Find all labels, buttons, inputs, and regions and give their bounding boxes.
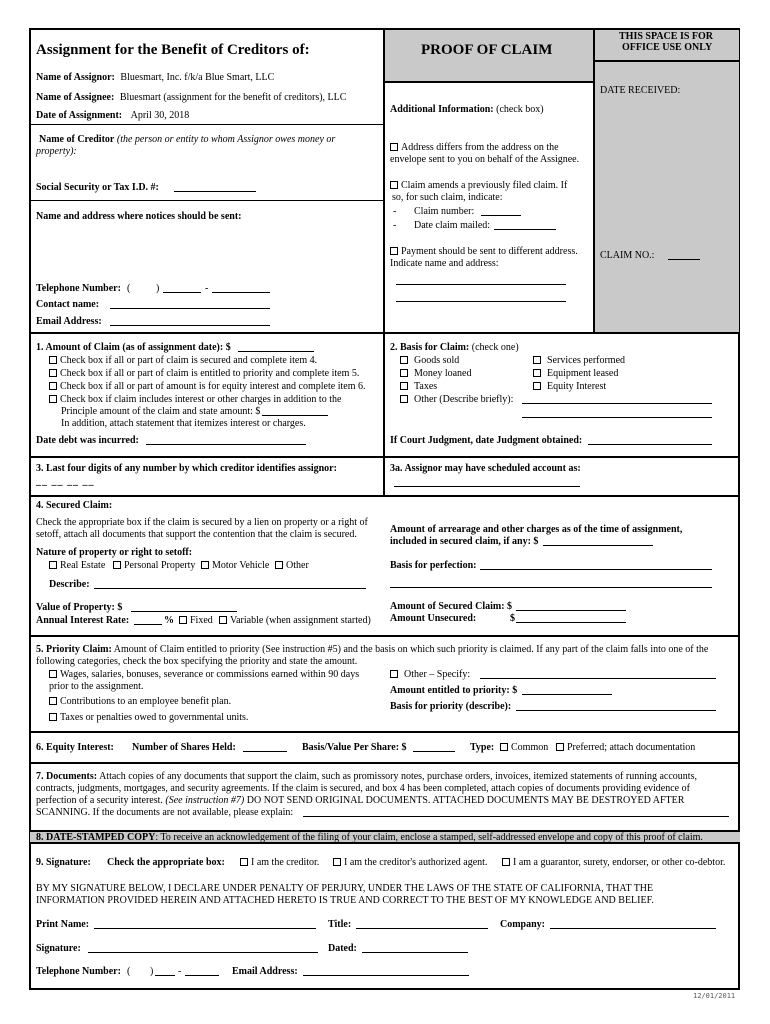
other-basis-label: Other (Describe briefly):	[414, 394, 514, 405]
tax-penalties-checkbox[interactable]	[49, 713, 57, 721]
office-use-box	[594, 30, 739, 332]
divider-office-use	[594, 60, 739, 62]
equity-check-option[interactable]	[49, 381, 365, 392]
other-priority-label: Other – Specify:	[404, 669, 471, 680]
personal-property-label: Personal Property	[124, 560, 196, 571]
section7-text-3b: (See instruction #7)	[165, 795, 245, 806]
common-option[interactable]	[500, 742, 548, 753]
divider-assignor	[30, 124, 384, 125]
judgment-label: If Court Judgment, date Judgment obtained:	[390, 435, 583, 446]
address-differs-label-2: envelope sent to you on behalf of the Assignee.	[390, 154, 580, 165]
common-label: Common	[511, 742, 549, 753]
unsecured-amount-label: Amount Unsecured:	[390, 613, 477, 624]
print-name-field[interactable]	[94, 928, 316, 929]
priority-checkbox[interactable]	[49, 369, 57, 377]
section8-text: : To receive an acknowledgement of the filing of your claim, enclose a stamped, self-addressed envelope and copy of this proof of claim.	[155, 832, 703, 843]
date-mailed-field[interactable]	[494, 229, 556, 230]
real-estate-option[interactable]	[49, 560, 105, 571]
authorized-agent-option[interactable]	[333, 857, 487, 868]
secured-check-option[interactable]	[49, 355, 317, 366]
email-label: Email Address:	[36, 316, 102, 327]
notice-address-label: Name and address where notices should be sent:	[36, 211, 242, 222]
sig-email-field[interactable]	[303, 975, 469, 976]
equity-check-label: Check box if all or part of amount is for equity interest and complete item 6.	[60, 381, 366, 392]
claim-number-label: Claim number:	[414, 206, 475, 217]
assignee-row	[36, 92, 346, 103]
divider-header-left	[383, 30, 385, 332]
address-differs-option[interactable]	[390, 142, 559, 153]
phone-line-field[interactable]	[212, 292, 270, 293]
motor-vehicle-checkbox[interactable]	[201, 561, 209, 569]
payment-address-checkbox[interactable]	[390, 247, 398, 255]
priority-basis-field[interactable]	[516, 710, 716, 711]
other-property-option[interactable]	[275, 560, 309, 571]
payment-address-line-2[interactable]	[396, 301, 566, 302]
motor-vehicle-option[interactable]	[201, 560, 269, 571]
other-property-checkbox[interactable]	[275, 561, 283, 569]
priority-check-option[interactable]	[49, 368, 359, 379]
dated-field[interactable]	[362, 952, 468, 953]
other-priority-checkbox[interactable]	[390, 670, 398, 678]
title-field[interactable]	[356, 928, 488, 929]
guarantor-option[interactable]	[502, 857, 725, 868]
appropriate-box-label: Check the appropriate box:	[107, 857, 225, 868]
section7-text-3c: DO NOT SEND ORIGINAL DOCUMENTS. ATTACHED DOCUMENTS MAY BE DESTROYED AFTER	[246, 795, 685, 806]
tax-penalties-option[interactable]	[49, 712, 248, 723]
date-mailed-dash: -	[393, 220, 397, 231]
claim-no-field	[668, 259, 700, 260]
section5-desc-1: Amount of Claim entitled to priority (See instruction #5) and the basis on which such priority is claimed. If any part of the claim falls into one of the	[113, 644, 709, 655]
preferred-checkbox[interactable]	[556, 743, 564, 751]
section7-line-1	[36, 771, 697, 782]
services-option[interactable]	[533, 355, 625, 366]
divider-section-3	[30, 456, 740, 458]
equipment-label: Equipment leased	[547, 368, 619, 379]
payment-address-option[interactable]	[390, 246, 578, 257]
address-differs-checkbox[interactable]	[390, 143, 398, 151]
money-loaned-checkbox[interactable]	[400, 369, 408, 377]
secured-amount-label: Amount of Secured Claim: $	[390, 601, 513, 612]
divider-section-5	[30, 635, 740, 637]
assignor-row	[36, 72, 274, 83]
taxes-option[interactable]	[400, 381, 437, 392]
sig-phone-paren-open: (	[127, 966, 131, 977]
section1-title: 1. Amount of Claim (as of assignment date): $	[36, 342, 231, 353]
secured-check-label: Check box if all or part of claim is secured and complete item 4.	[60, 355, 318, 366]
judgment-date-field[interactable]	[588, 444, 712, 445]
principle-amount-label: Principle amount of the claim and state amount: $	[61, 406, 261, 417]
describe-field[interactable]	[94, 588, 366, 589]
wages-checkbox[interactable]	[49, 670, 57, 678]
priority-amount-field[interactable]	[522, 694, 612, 695]
preferred-label: Preferred; attach documentation	[567, 742, 696, 753]
fixed-rate-option[interactable]	[179, 615, 213, 626]
equity-checkbox[interactable]	[49, 382, 57, 390]
personal-property-option[interactable]	[113, 560, 195, 571]
wages-option[interactable]	[49, 669, 359, 680]
authorized-agent-checkbox[interactable]	[333, 858, 341, 866]
creditor-name-row	[39, 134, 335, 145]
section5-line-1	[36, 644, 708, 655]
declaration-2: INFORMATION PROVIDED HEREIN AND ATTACHED HERETO IS TRUE AND CORRECT TO THE BEST OF MY KNOWLEDGE AND BELIEF.	[36, 895, 654, 906]
section5-desc-2: following categories, check the box specifying the priority and state the amount.	[36, 656, 358, 667]
interest-rate-field[interactable]	[134, 624, 162, 625]
section4-title: 4. Secured Claim:	[36, 500, 113, 511]
equity-interest-label: Equity Interest	[547, 381, 607, 392]
other-property-label: Other	[286, 560, 309, 571]
unsecured-amount-field[interactable]	[516, 622, 626, 623]
assignee-label: Name of Assignee:	[36, 92, 115, 103]
phone-label: Telephone Number:	[36, 283, 121, 294]
section2-title-hint: (check one)	[471, 342, 519, 353]
sig-phone-dash: -	[178, 966, 182, 977]
dated-label: Dated:	[328, 943, 357, 954]
documents-explain-field[interactable]	[303, 816, 729, 817]
other-basis-field[interactable]	[522, 403, 712, 404]
secured-checkbox[interactable]	[49, 356, 57, 364]
percent-sign: %	[164, 615, 174, 626]
real-estate-checkbox[interactable]	[49, 561, 57, 569]
assignment-date-value: April 30, 2018	[130, 110, 190, 121]
claim-amends-option[interactable]	[390, 180, 567, 191]
claim-no-label: CLAIM NO.:	[600, 250, 655, 261]
interest-rate-label: Annual Interest Rate:	[36, 615, 130, 626]
sig-phone-paren-close: )	[150, 966, 154, 977]
services-checkbox[interactable]	[533, 356, 541, 364]
phone-paren-open: (	[127, 283, 131, 294]
section7-text-2: contracts, judgments, mortgages, and security agreements. If the claim is secured, and box 4 has been completed, attach copies of documents providing evidence of	[36, 783, 690, 794]
address-differs-label: Address differs from the address on the	[401, 142, 559, 153]
divider-ssn	[30, 200, 384, 201]
equity-interest-option[interactable]	[533, 381, 606, 392]
goods-sold-option[interactable]	[400, 355, 459, 366]
perfection-field[interactable]	[480, 569, 712, 570]
variable-rate-checkbox[interactable]	[219, 616, 227, 624]
i-am-creditor-checkbox[interactable]	[240, 858, 248, 866]
contributions-label: Contributions to an employee benefit plan.	[60, 696, 232, 707]
secured-desc-1: Check the appropriate box if the claim is secured by a lien on property or a right of	[36, 517, 368, 528]
contact-label: Contact name:	[36, 299, 100, 310]
wages-label: Wages, salaries, bonuses, severance or commissions earned within 90 days	[60, 669, 360, 680]
claim-number-field[interactable]	[481, 215, 521, 216]
payment-address-line-1[interactable]	[396, 284, 566, 285]
property-value-label: Value of Property: $	[36, 602, 123, 613]
phone-prefix-field[interactable]	[163, 292, 201, 293]
tax-penalties-label: Taxes or penalties owed to governmental units.	[60, 712, 249, 723]
ssn-label: Social Security or Tax I.D. #:	[36, 182, 159, 193]
creditor-hint-2: property):	[36, 146, 77, 157]
company-field[interactable]	[550, 928, 716, 929]
section3a-title: 3a. Assignor may have scheduled account as:	[390, 463, 581, 474]
secured-amount-field[interactable]	[516, 610, 626, 611]
assignment-date-row	[36, 110, 189, 121]
taxes-checkbox[interactable]	[400, 382, 408, 390]
divider-section-4	[30, 495, 740, 497]
debt-date-field[interactable]	[146, 444, 306, 445]
arrearage-label-2: included in secured claim, if any: $	[390, 536, 539, 547]
declaration-1: BY MY SIGNATURE BELOW, I DECLARE UNDER PENALTY OF PERJURY, UNDER THE LAWS OF THE STATE OF CALIFORNIA, THAT THE	[36, 883, 654, 894]
variable-rate-label: Variable (when assignment started)	[230, 615, 371, 626]
variable-rate-option[interactable]	[219, 615, 371, 626]
assignment-title: Assignment for the Benefit of Creditors of:	[36, 42, 310, 58]
proof-of-claim-title: PROOF OF CLAIM	[421, 42, 553, 58]
section8-title: 8. DATE-STAMPED COPY	[36, 832, 156, 843]
sig-phone-label: Telephone Number:	[36, 966, 121, 977]
interest-check-label: Check box if claim includes interest or other charges in addition to the	[60, 394, 342, 405]
assignee-value: Bluesmart (assignment for the benefit of creditors), LLC	[119, 92, 347, 103]
other-basis-field-2[interactable]	[522, 417, 712, 418]
shares-held-field[interactable]	[243, 751, 287, 752]
equipment-checkbox[interactable]	[533, 369, 541, 377]
common-checkbox[interactable]	[500, 743, 508, 751]
notice-address-field[interactable]	[36, 228, 376, 276]
payment-address-label: Payment should be sent to different address.	[401, 246, 578, 257]
services-label: Services performed	[547, 355, 626, 366]
value-per-share-field[interactable]	[413, 751, 455, 752]
other-priority-field[interactable]	[480, 678, 716, 679]
phone-paren-close: )	[156, 283, 160, 294]
guarantor-checkbox[interactable]	[502, 858, 510, 866]
money-loaned-label: Money loaned	[414, 368, 472, 379]
payment-address-label-2: Indicate name and address:	[390, 258, 499, 269]
priority-basis-label: Basis for priority (describe):	[390, 701, 512, 712]
section3-title: 3. Last four digits of any number by which creditor identifies assignor:	[36, 463, 337, 474]
equipment-option[interactable]	[533, 368, 618, 379]
office-use-line-1: THIS SPACE IS FOR	[619, 31, 714, 42]
nature-label: Nature of property or right to setoff:	[36, 547, 193, 558]
divider-header-right	[593, 30, 595, 332]
section8-line	[36, 832, 703, 843]
guarantor-label: I am a guarantor, surety, endorser, or other co-debtor.	[513, 857, 726, 868]
divider-section-6	[30, 731, 740, 733]
real-estate-label: Real Estate	[60, 560, 106, 571]
interest-check-option[interactable]	[49, 394, 341, 405]
perfection-label: Basis for perfection:	[390, 560, 477, 571]
date-mailed-label: Date claim mailed:	[414, 220, 491, 231]
section7-text-3a: perfection of a security interest.	[36, 795, 163, 806]
claim-amends-label-2: so, for such claim, indicate:	[392, 192, 503, 203]
value-per-share-label: Basis/Value Per Share: $	[302, 742, 407, 753]
contributions-checkbox[interactable]	[49, 697, 57, 705]
claim-number-dash: -	[393, 206, 397, 217]
assignor-label: Name of Assignor:	[36, 72, 115, 83]
priority-check-label: Check box if all or part of claim is entitled to priority and complete item 5.	[60, 368, 360, 379]
i-am-creditor-option[interactable]	[240, 857, 319, 868]
shares-held-label: Number of Shares Held:	[132, 742, 236, 753]
divider-section-1-2	[383, 333, 385, 457]
claim-amends-checkbox[interactable]	[390, 181, 398, 189]
creditor-label: Name of Creditor	[39, 134, 115, 145]
sig-phone-prefix-field[interactable]	[155, 975, 175, 976]
section2-title-label: 2. Basis for Claim:	[390, 342, 470, 353]
section7-line-3	[36, 795, 684, 806]
interest-checkbox[interactable]	[49, 395, 57, 403]
arrearage-label-1: Amount of arrearage and other charges as of the time of assignment,	[390, 524, 683, 535]
office-use-line-2: OFFICE USE ONLY	[622, 42, 713, 53]
ssn-field[interactable]	[174, 191, 256, 192]
creditor-hint-1: (the person or entity to whom Assignor owes money or	[116, 134, 336, 145]
personal-property-checkbox[interactable]	[113, 561, 121, 569]
money-loaned-option[interactable]	[400, 368, 472, 379]
sig-email-label: Email Address:	[232, 966, 298, 977]
contributions-option[interactable]	[49, 696, 231, 707]
other-basis-checkbox[interactable]	[400, 395, 408, 403]
section9-title: 9. Signature:	[36, 857, 91, 868]
scheduled-account-field[interactable]	[394, 486, 580, 487]
wages-label-2: prior to the assignment.	[49, 681, 144, 692]
other-basis-option[interactable]	[400, 394, 513, 405]
section2-title	[390, 342, 519, 353]
date-received-label: DATE RECEIVED:	[600, 85, 681, 96]
section7-text-4: SCANNING. If the documents are not available, please explain:	[36, 807, 294, 818]
authorized-agent-label: I am the creditor's authorized agent.	[344, 857, 488, 868]
assignor-value: Bluesmart, Inc. f/k/a Blue Smart, LLC	[120, 72, 275, 83]
property-value-field[interactable]	[131, 611, 237, 612]
section6-title: 6. Equity Interest:	[36, 742, 114, 753]
section5-title: 5. Priority Claim:	[36, 644, 112, 655]
motor-vehicle-label: Motor Vehicle	[212, 560, 270, 571]
divider-section-7	[30, 762, 740, 764]
company-label: Company:	[500, 919, 546, 930]
last-four-digits-field[interactable]: __ __ __ __	[36, 476, 95, 487]
fixed-rate-label: Fixed	[190, 615, 213, 626]
title-label: Title:	[328, 919, 352, 930]
debt-date-label: Date debt was incurred:	[36, 435, 139, 446]
itemize-note: In addition, attach statement that itemizes interest or charges.	[61, 418, 306, 429]
taxes-label: Taxes	[414, 381, 438, 392]
contact-field[interactable]	[110, 308, 270, 309]
preferred-option[interactable]	[556, 742, 695, 753]
describe-label: Describe:	[49, 579, 90, 590]
form-version: 12/01/2011	[693, 992, 736, 1000]
other-priority-option[interactable]	[390, 669, 470, 680]
secured-desc-2: setoff, attach all documents that support the contention that the claim is secured.	[36, 529, 357, 540]
goods-sold-label: Goods sold	[414, 355, 460, 366]
equity-type-label: Type:	[470, 742, 495, 753]
assignment-date-label: Date of Assignment:	[36, 110, 123, 121]
signature-field[interactable]	[88, 952, 318, 953]
unsecured-dollar: $	[510, 613, 515, 624]
signature-label: Signature:	[36, 943, 81, 954]
claim-amends-label: Claim amends a previously filed claim. If	[401, 180, 568, 191]
priority-amount-label: Amount entitled to priority: $	[390, 685, 518, 696]
print-name-label: Print Name:	[36, 919, 90, 930]
additional-info-title	[390, 104, 544, 115]
sig-phone-line-field[interactable]	[185, 975, 219, 976]
email-field[interactable]	[110, 325, 270, 326]
section7-text-1: Attach copies of any documents that support the claim, such as promissory notes, purchase orders, invoices, itemized statements of running accounts,	[99, 771, 697, 782]
principle-amount-field[interactable]	[262, 415, 328, 416]
perfection-field-2[interactable]	[390, 587, 712, 588]
divider-proof-title	[384, 81, 594, 83]
arrearage-field[interactable]	[543, 545, 653, 546]
goods-sold-checkbox[interactable]	[400, 356, 408, 364]
additional-info-hint: (check box)	[496, 104, 544, 115]
divider-section-1	[30, 332, 740, 334]
fixed-rate-checkbox[interactable]	[179, 616, 187, 624]
phone-dash: -	[205, 283, 209, 294]
equity-interest-checkbox[interactable]	[533, 382, 541, 390]
i-am-creditor-label: I am the creditor.	[251, 857, 320, 868]
section7-title: 7. Documents:	[36, 771, 98, 782]
divider-section-3a	[383, 457, 385, 495]
additional-info-label: Additional Information:	[390, 104, 494, 115]
claim-amount-field[interactable]	[238, 351, 314, 352]
